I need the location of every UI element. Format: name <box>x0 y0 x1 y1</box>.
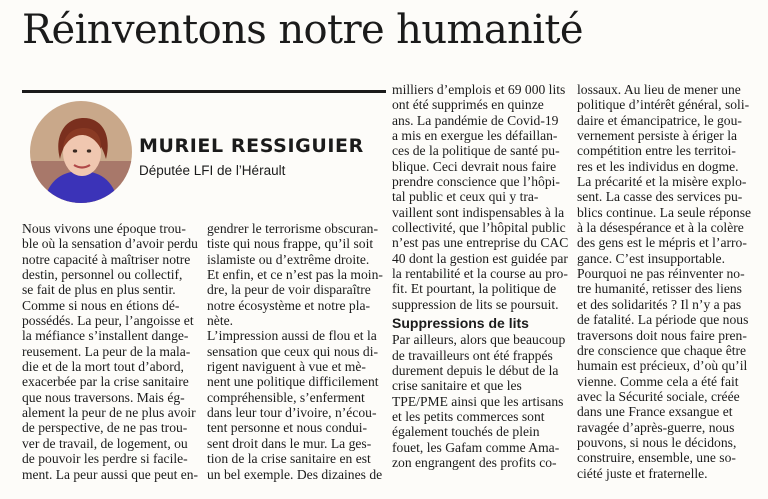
text-line: milliers d’emplois et 69 000 lits <box>392 82 566 97</box>
text-line: a mis en exergue les défaillan- <box>392 128 558 144</box>
text-line: la rentabilité et la course au pro- <box>392 266 568 282</box>
text-line: Par ailleurs, alors que beaucoup <box>392 332 566 348</box>
text-line: n’est pas une entreprise du CAC <box>392 235 569 251</box>
text-line: ment. La peur aussi que peut en- <box>22 466 199 482</box>
text-line: fouet, les Gafam comme Ama- <box>392 439 560 455</box>
headline: Réinventons notre humanité <box>22 7 583 53</box>
text-line: avec la Sécurité sociale, créée <box>577 388 740 404</box>
text-line: gance. C’est insupportable. <box>577 250 725 266</box>
text-line: dre conscience que chaque être <box>577 342 747 358</box>
text-line: et les petits commerces sont <box>392 408 545 424</box>
text-line: collectivité, que l’hôpital public <box>392 220 566 236</box>
text-line: des gens est le mépris et l’arro- <box>577 235 747 251</box>
text-line: 40 dont la gestion est guidée par <box>392 250 568 266</box>
text-line: tiste qui nous frappe, qu’il soit <box>207 236 374 252</box>
text-line: alement la peur de ne plus avoir <box>22 405 196 421</box>
text-line: ont été supprimés en quinze <box>392 97 544 113</box>
article-column-1 <box>22 221 198 482</box>
text-line: compréhensible, s’enferment <box>207 389 365 405</box>
article-column-2 <box>207 221 383 482</box>
text-line: possédés. La peur, l’angoisse et <box>22 313 194 329</box>
text-line: prendre conscience que l’hôpi- <box>392 174 560 190</box>
text-line: vaillent sont indispensables à la <box>392 204 565 220</box>
text-line: durement depuis le début de la <box>392 362 559 378</box>
text-line: de perspective, de ne pas trou- <box>22 420 188 436</box>
text-line: de fatalité. La période que nous <box>577 312 749 328</box>
author-name: MURIEL RESSIGUIER <box>139 135 364 157</box>
text-line: ver de travail, de logement, ou <box>22 435 188 451</box>
text-line: La précarité et la misère explo- <box>577 174 747 190</box>
text-line: construire, ensemble, une so- <box>577 450 736 466</box>
text-line: pouvons, si nous le décidons, <box>577 434 737 450</box>
text-line: de travailleurs ont été frappés <box>392 347 553 363</box>
text-line: humain est précieux, d’où qu’il <box>577 358 748 374</box>
text-line: également touchés de plein <box>392 424 540 440</box>
text-line: nète. <box>207 313 234 329</box>
text-line: fit. Et pourtant, la politique de <box>392 281 557 297</box>
text-line: ans. La pandémie de Covid-19 <box>392 112 559 128</box>
text-line: se fait de plus en plus sentir. <box>22 282 176 298</box>
text-line: lossaux. Au lieu de mener une <box>577 82 741 97</box>
text-line: ciété juste et fraternelle. <box>577 465 708 481</box>
text-line: vienne. Comme cela a été fait <box>577 373 739 389</box>
text-line: un bel exemple. Des dizaines de <box>207 466 383 482</box>
text-line: sensation que ceux qui nous di- <box>207 343 379 359</box>
text-line: rigent naviguent à vue et mè- <box>207 359 366 375</box>
text-line: exacerbée par la crise sanitaire <box>22 374 189 390</box>
text-line: blique. Ceci devrait nous faire <box>392 158 557 174</box>
text-line: que nous traversons. Mais ég- <box>22 389 185 405</box>
text-line: tent personne et nous condui- <box>207 420 368 436</box>
text-line: destin, personnel ou collectif, <box>22 267 183 283</box>
text-line: tal public et ceux qui y tra- <box>392 189 539 205</box>
text-line: notre écosystème et notre pla- <box>207 297 371 313</box>
text-line: TPE/PME ainsi que les artisans <box>392 393 564 409</box>
text-line: res et les individus en dogme. <box>577 158 739 174</box>
title-rule <box>22 90 386 93</box>
text-line: ravagée d’après-guerre, nous <box>577 419 735 435</box>
text-line: de pouvoir les perdre si facile- <box>22 451 188 467</box>
text-line: tion de la crise sanitaire en est <box>207 451 371 467</box>
text-line: ble où la sensation d’avoir perdu <box>22 236 198 252</box>
text-line: compétition entre les territoi- <box>577 143 736 159</box>
text-line: tre humanité, retisser des liens <box>577 281 742 297</box>
text-line: daire et émancipatrice, le gou- <box>577 112 742 128</box>
text-line: la méfiance s’installent dange- <box>22 328 189 344</box>
text-line: Comme si nous en étions dé- <box>22 297 180 313</box>
text-line: et des solidarités ? Il n’y a pas <box>577 296 742 312</box>
text-line: vernement persiste à ériger la <box>577 128 738 144</box>
article-column-4 <box>577 82 753 481</box>
text-line: Nous vivons une époque trou- <box>22 221 186 236</box>
text-line: sent. La casse des services pu- <box>577 189 743 205</box>
text-line: blics continue. La seule réponse <box>577 204 752 220</box>
text-line: Pourquoi ne pas réinventer no- <box>577 266 745 282</box>
text-line: nent une politique difficilement <box>207 374 379 390</box>
text-line: dre, la peur de voir disparaître <box>207 282 371 298</box>
article-column-3 <box>392 82 568 470</box>
author-photo <box>30 101 132 203</box>
text-line: à la désespérance et à la colère <box>577 220 744 236</box>
text-line: crise sanitaire et que les <box>392 378 522 394</box>
subheading: Suppressions de lits <box>392 315 529 332</box>
text-line: traversons doit nous faire pren- <box>577 327 747 343</box>
text-line: suppression de lits se poursuit. <box>392 296 559 312</box>
author-role: Députée LFI de l’Hérault <box>139 163 286 178</box>
text-line: L’impression aussi de flou et la <box>207 328 377 344</box>
text-line: sent droit dans le mur. La ges- <box>207 435 372 451</box>
text-line: gendrer le terrorisme obscuran- <box>207 221 378 236</box>
text-line: Et enfin, et ce n’est pas la moin- <box>207 267 383 283</box>
text-line: ces de la politique de santé pu- <box>392 143 560 159</box>
text-line: dans leur tour d’ivoire, n’écou- <box>207 405 377 421</box>
text-line: die et de la mort tout d’abord, <box>22 359 184 375</box>
text-line: dans une France exsangue et <box>577 404 733 420</box>
text-line: politique d’intérêt général, soli- <box>577 97 750 113</box>
text-line: zon engrangent des profits co- <box>392 454 557 470</box>
text-line: notre capacité à maîtriser notre <box>22 251 191 267</box>
text-line: islamiste ou d’extrême droite. <box>207 251 370 267</box>
text-line: reusement. La peur de la mala- <box>22 343 191 359</box>
